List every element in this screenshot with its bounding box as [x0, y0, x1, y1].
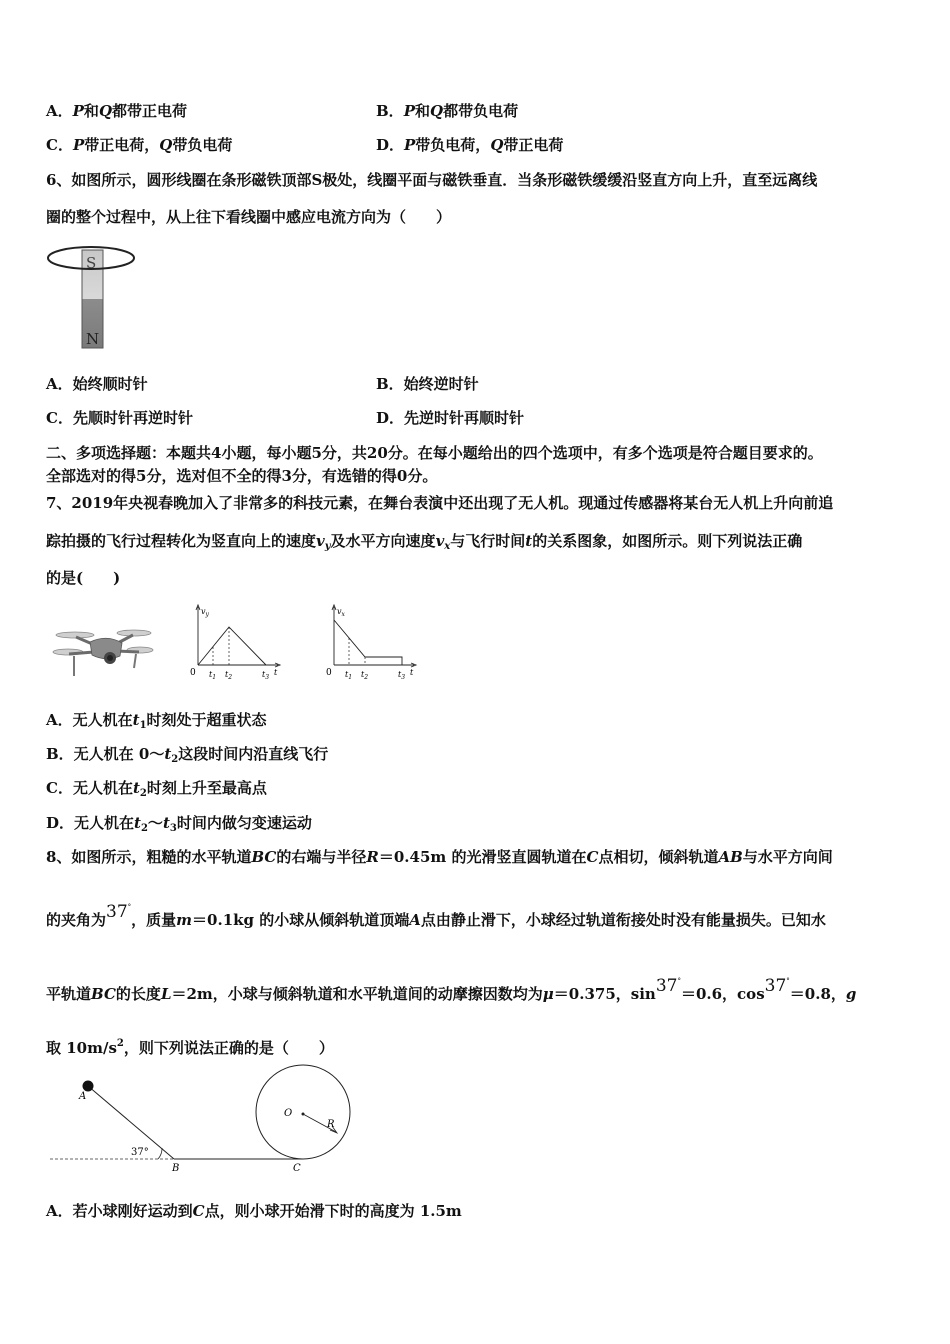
vy-graph-t3-label: $t_3$	[262, 670, 270, 681]
magnet-south-label: S	[86, 254, 97, 272]
q8-stem-line2: 的夹角为37°，质量m＝0.1kg 的小球从倾斜轨道顶端A点由静止滑下，小球经过轨道衔接处时没有能量损失。已知水	[46, 902, 826, 929]
label-c: C	[293, 1163, 301, 1174]
vy-graph-curve	[198, 627, 266, 665]
q6-option-a: A．始终顺时针	[46, 375, 148, 393]
q6-option-b: B．始终逆时针	[376, 375, 479, 393]
vx-graph-ylabel: $v_x$	[337, 607, 345, 618]
q5-option-d: D．P带负电荷，Q带正电荷	[376, 136, 564, 154]
q6-option-c: C．先顺时针再逆时针	[46, 409, 193, 427]
q6-stem-line2: 圈的整个过程中，从上往下看线圈中感应电流方向为（ ）	[46, 208, 452, 226]
vy-graph-ylabel: $v_y$	[201, 607, 209, 618]
drone-illustration	[52, 622, 154, 680]
ball	[83, 1081, 94, 1092]
vy-graph-tlabel: t	[274, 668, 278, 677]
q6-option-d: D．先逆时针再顺时针	[376, 409, 525, 427]
vx-graph-curve	[334, 620, 402, 665]
q7-stem-line2: 踪拍摄的飞行过程转化为竖直向上的速度$v_y$及水平方向速度$v_x$与飞行时间t的关系图象，如图所示。则下列说法正确	[46, 532, 803, 552]
q8-stem-line3: 平轨道BC的长度L＝2m，小球与倾斜轨道和水平轨道间的动摩擦因数均为μ＝0.375，sin37°＝0.6，cos37°＝0.8，g	[46, 976, 857, 1003]
q7-option-a: A．无人机在$t_1$时刻处于超重状态	[46, 711, 267, 731]
section2-heading-line1: 二、多项选择题：本题共4小题，每小题5分，共20分。在每小题给出的四个选项中，有多个选项是符合题目要求的。	[46, 444, 823, 462]
q7-stem-line1: 7、2019年央视春晚加入了非常多的科技元素，在舞台表演中还出现了无人机。现通过传感器将某台无人机上升向前追	[46, 494, 834, 512]
vx-t-graph	[322, 602, 422, 682]
magnet-coil-figure	[44, 238, 144, 353]
vx-graph-t1-label: $t_1$	[345, 670, 353, 681]
vx-graph-tlabel: t	[410, 668, 414, 677]
label-r: R	[327, 1119, 335, 1130]
track-figure	[46, 1072, 366, 1177]
magnet-north-label: N	[86, 330, 100, 348]
label-a: A	[79, 1091, 87, 1102]
q8-stem-line4: 取 $10m/s^2$，则下列说法正确的是（ ）	[46, 1038, 334, 1057]
vx-graph-t3-label: $t_3$	[398, 670, 406, 681]
vx-graph-t2-label: $t_2$	[361, 670, 369, 681]
vy-graph-t1-label: $t_1$	[209, 670, 217, 681]
q5-option-b: B．P和Q都带负电荷	[376, 102, 519, 120]
angle-label: 37°	[131, 1147, 149, 1158]
vy-t-graph	[186, 602, 286, 682]
q5-option-a: A．P和Q都带正电荷	[46, 102, 188, 120]
vx-graph-origin: 0	[326, 668, 332, 678]
q5-option-c: C．P带正电荷，Q带负电荷	[46, 136, 233, 154]
vy-graph-origin: 0	[190, 668, 196, 678]
label-o: O	[284, 1108, 293, 1119]
label-b: B	[172, 1163, 180, 1174]
q7-option-b: B．无人机在 $0\sim t_2$这段时间内沿直线飞行	[46, 745, 329, 765]
circular-track	[256, 1065, 350, 1159]
q8-stem-line1: 8、如图所示，粗糙的水平轨道BC的右端与半径R＝0.45m 的光滑竖直圆轨道在C点相切，倾斜轨道AB与水平方向间	[46, 848, 833, 866]
section2-heading-line2: 全部选对的得5分，选对但不全的得3分，有选错的得0分。	[46, 467, 438, 485]
angle-arc	[158, 1148, 162, 1159]
q6-stem-line1: 6、如图所示，圆形线圈在条形磁铁顶部S极处，线圈平面与磁铁垂直．当条形磁铁缓缓沿竖直方向上升，直至远离线	[46, 171, 818, 189]
vy-graph-t2-label: $t_2$	[225, 670, 233, 681]
q7-stem-line3: 的是( )	[46, 569, 121, 587]
q7-option-d: D．无人机在$t_2\sim t_3$时间内做匀变速运动	[46, 814, 312, 834]
q7-option-c: C．无人机在$t_2$时刻上升至最高点	[46, 779, 267, 799]
q8-option-a: A．若小球刚好运动到C点，则小球开始滑下时的高度为 1.5m	[46, 1202, 462, 1220]
